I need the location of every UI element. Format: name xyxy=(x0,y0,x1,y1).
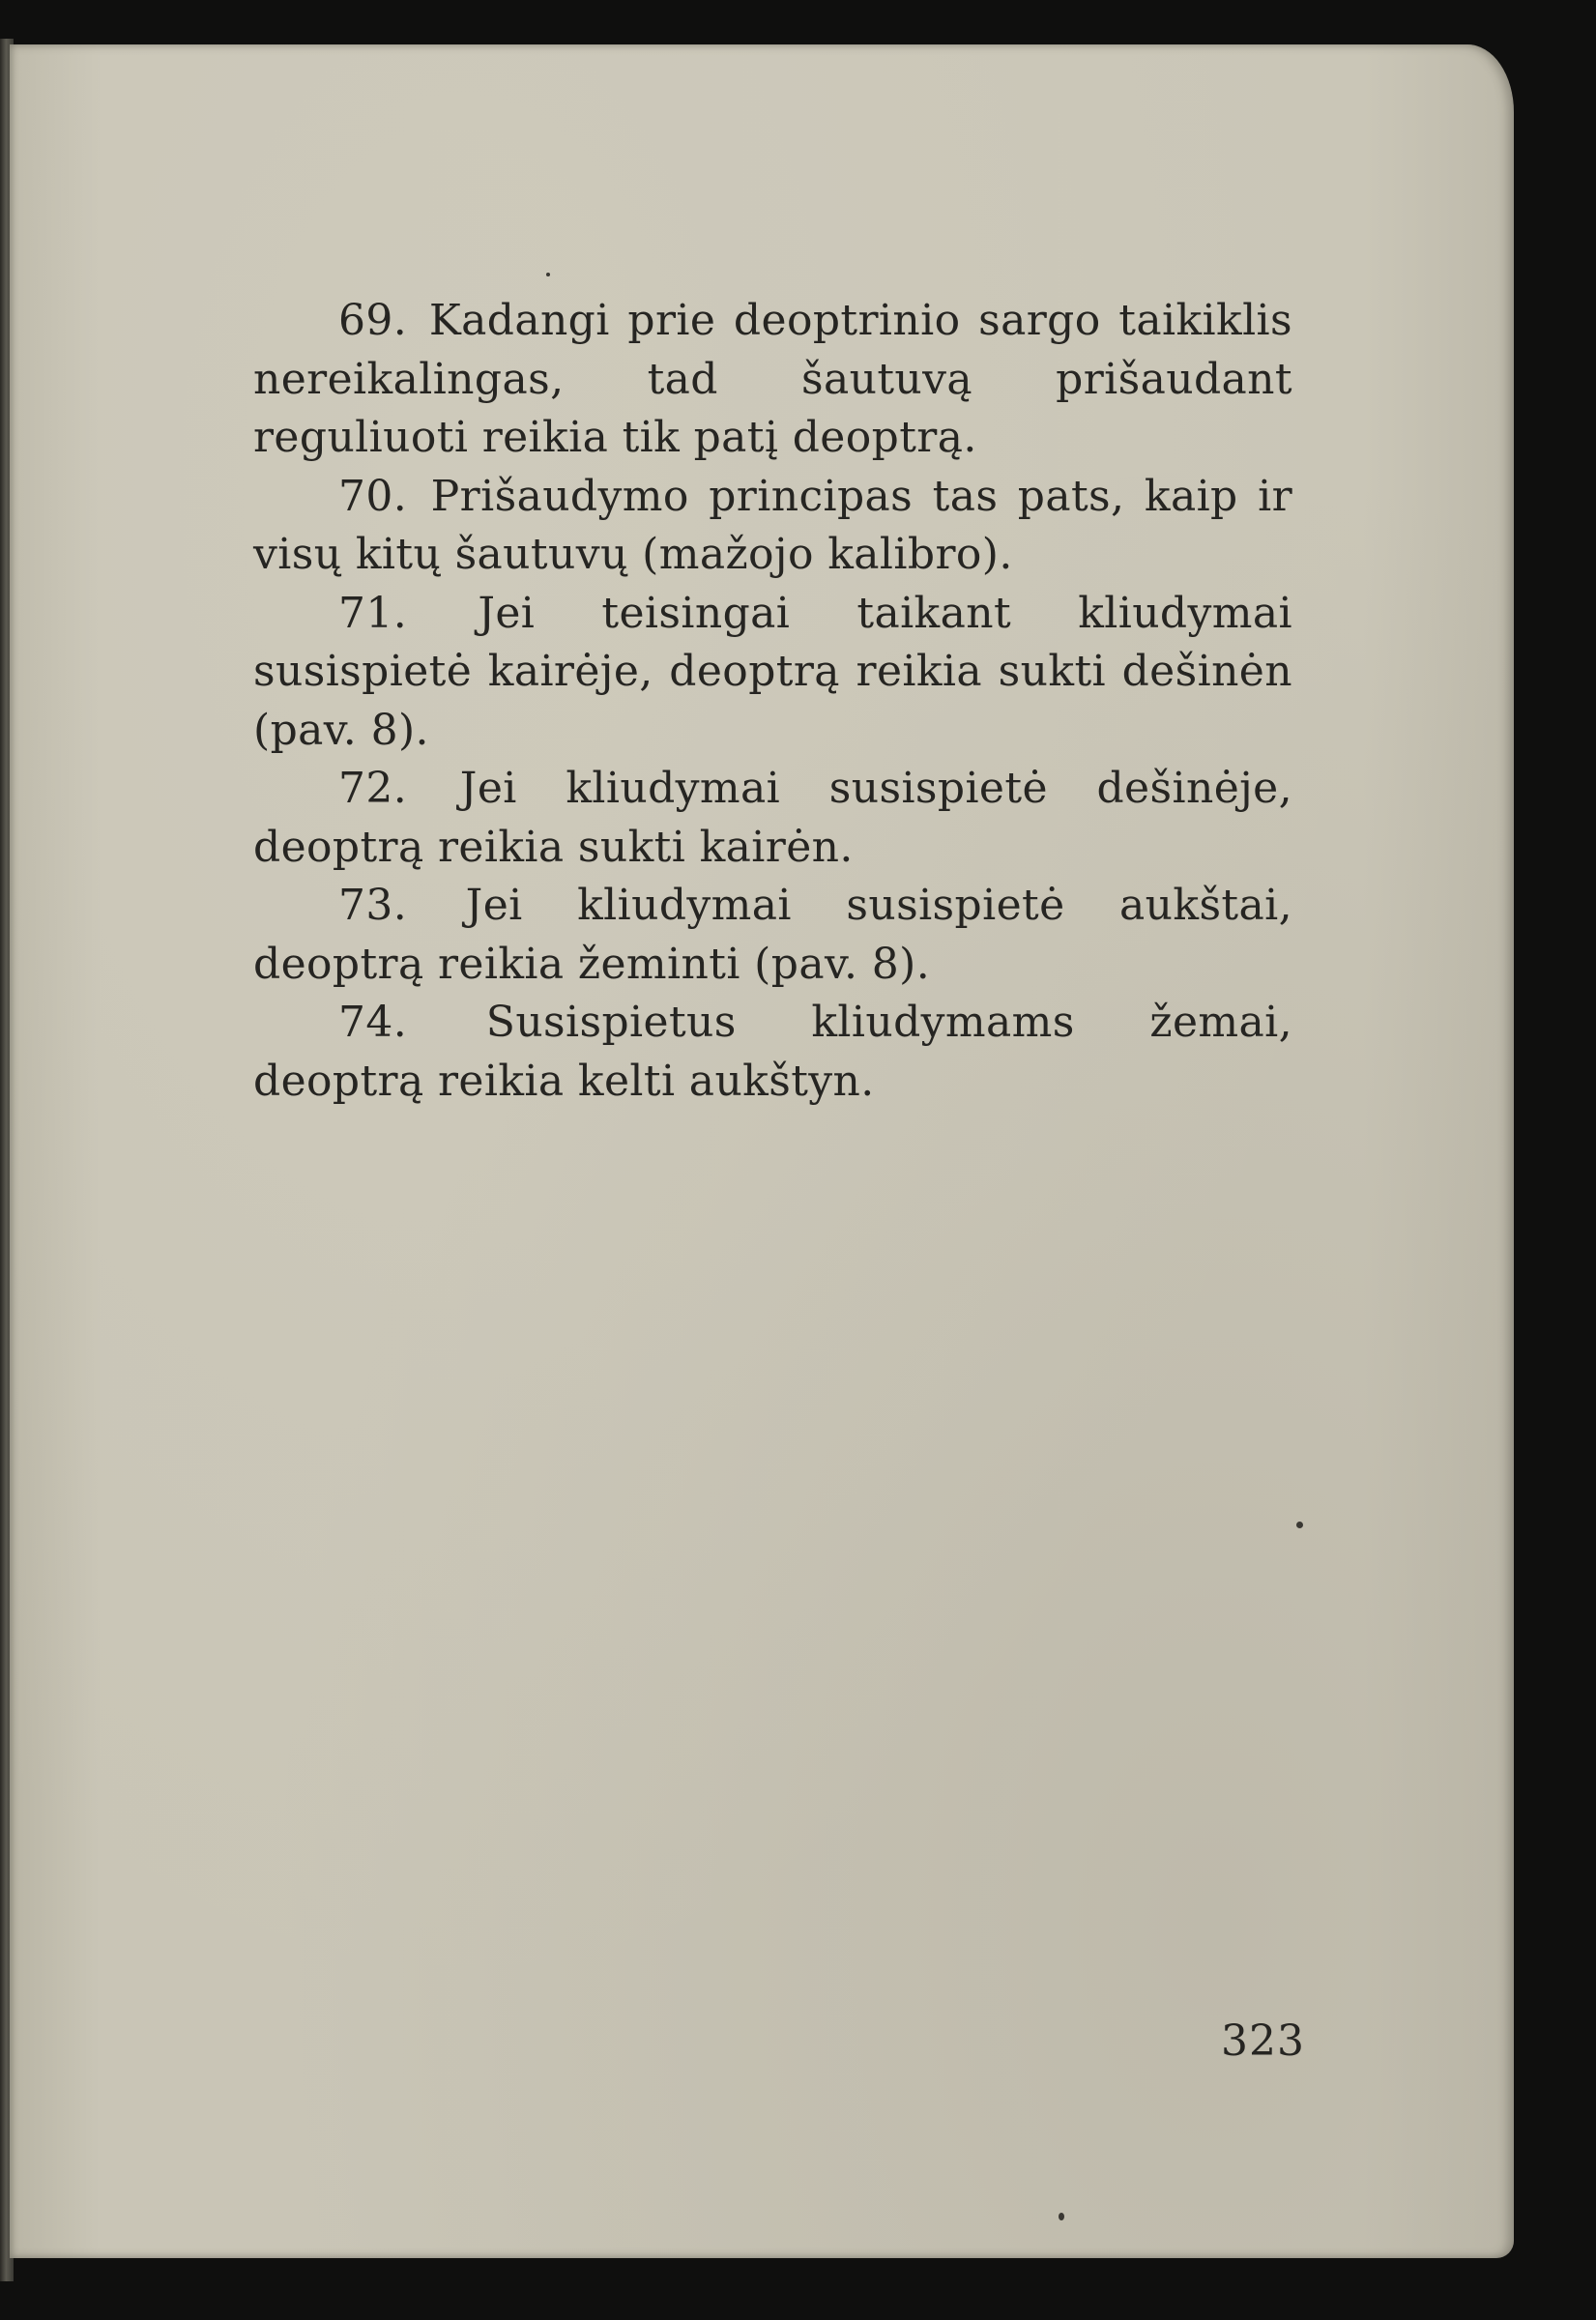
paragraph-text: Kadangi prie deoptrinio sargo taikiklis nereikalingas, tad šautuvą prišaudant reguliuoti reikia tik patį deoptrą. xyxy=(253,296,1292,462)
paragraph-number: 71. xyxy=(338,588,408,638)
page-number: 323 xyxy=(1221,2016,1305,2066)
numbered-paragraph xyxy=(253,877,1292,994)
paper-speck xyxy=(1296,1522,1303,1528)
paragraph-number: 74. xyxy=(338,998,408,1047)
paragraph-text: Susispietus kliudymams žemai, deoptrą reikia kelti aukštyn. xyxy=(253,998,1292,1106)
paragraph-text: Jei kliudymai susispietė aukštai, deoptrą reikia žeminti (pav. 8). xyxy=(253,881,1292,989)
numbered-paragraph xyxy=(253,468,1292,585)
paragraph-text: Jei kliudymai susispietė dešinėje, deoptrą reikia sukti kairėn. xyxy=(253,764,1292,872)
paragraph-number: 73. xyxy=(338,881,408,930)
numbered-paragraph xyxy=(253,994,1292,1111)
numbered-paragraph xyxy=(253,292,1292,468)
paper-speck xyxy=(546,273,550,276)
page-body xyxy=(253,292,1292,1111)
numbered-paragraph xyxy=(253,760,1292,877)
paragraph-number: 69. xyxy=(338,296,408,345)
paper-speck xyxy=(1059,2213,1064,2220)
paragraph-number: 70. xyxy=(338,471,408,521)
paragraph-number: 72. xyxy=(338,764,408,813)
numbered-paragraph xyxy=(253,585,1292,761)
paragraph-text: Prišaudymo principas tas pats, kaip ir visų kitų šautuvų (mažojo kalibro). xyxy=(253,471,1292,579)
paragraph-text: Jei teisingai taikant kliudymai susispietė kairėje, deoptrą reikia sukti dešinėn (pav. 8). xyxy=(253,588,1292,755)
